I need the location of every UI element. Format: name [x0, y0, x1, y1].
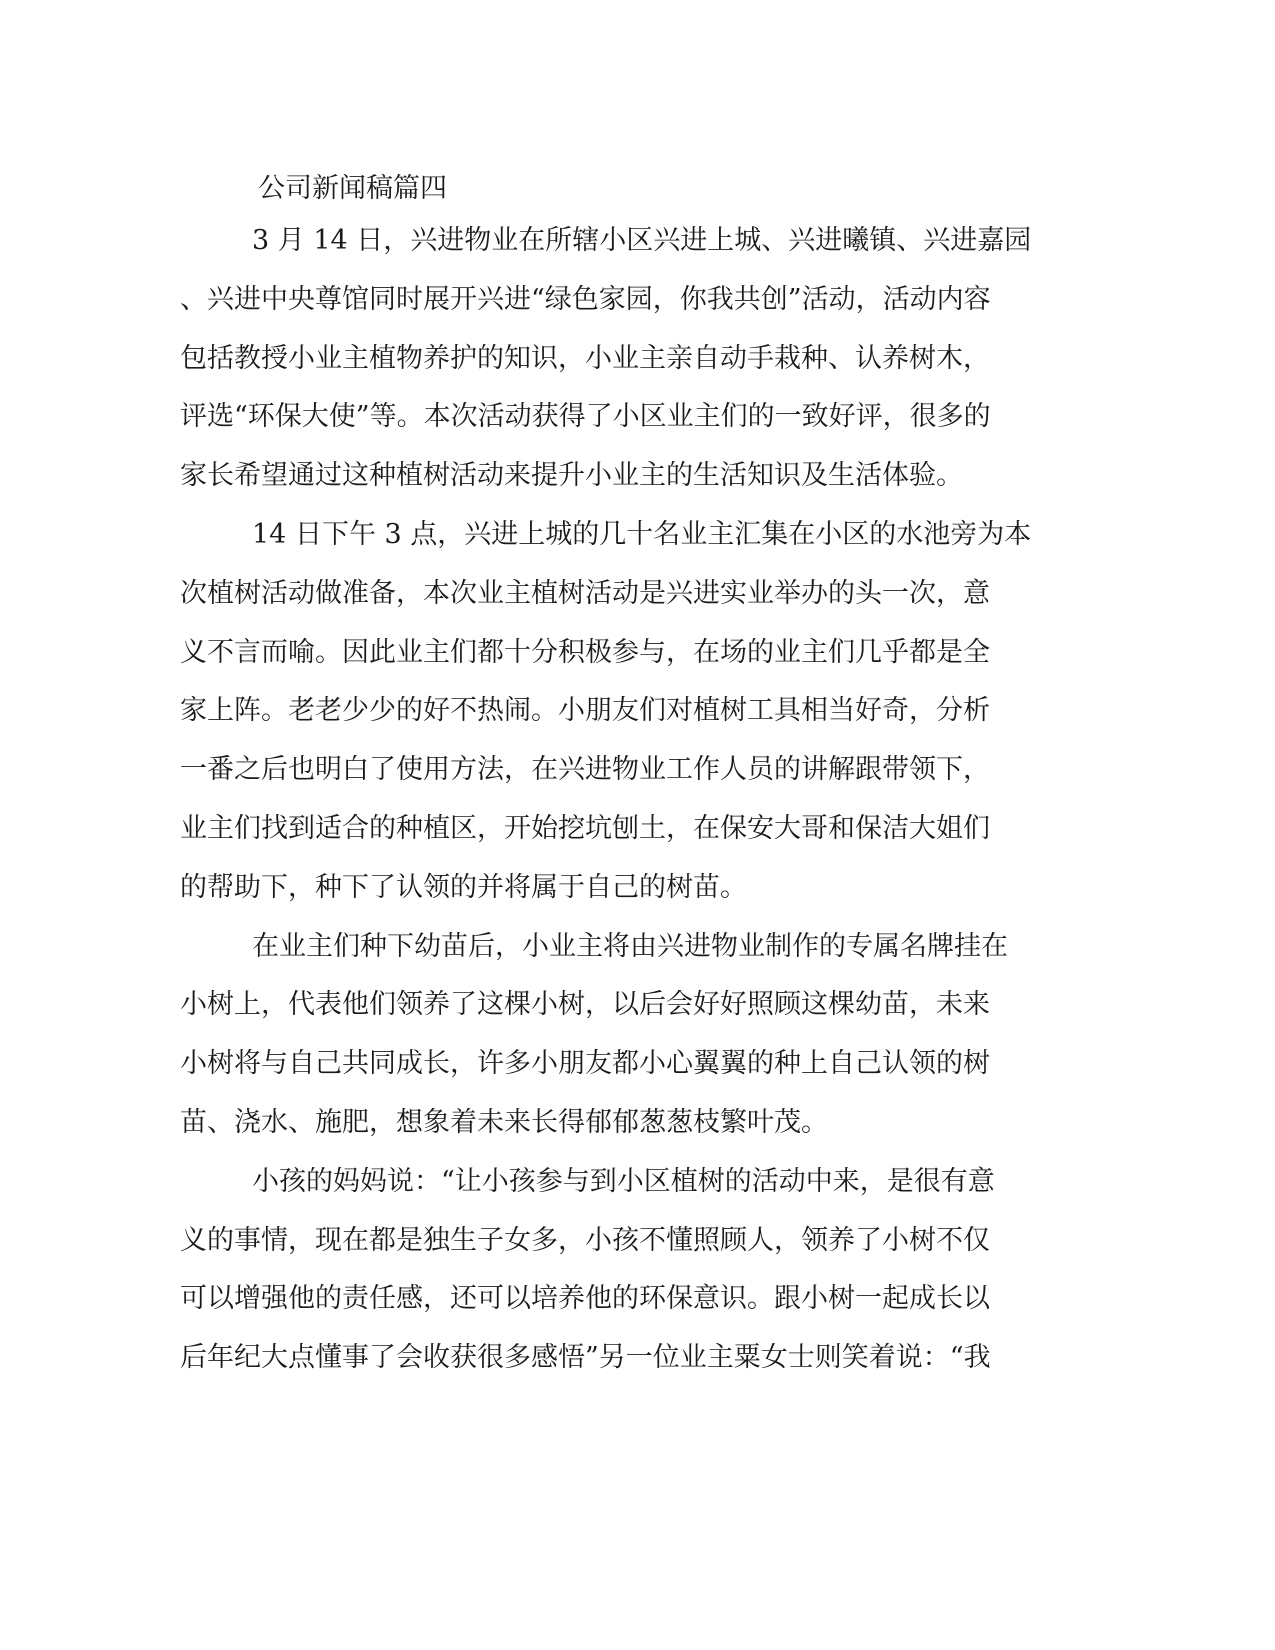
paragraph-line: 次植树活动做准备，本次业主植树活动是兴进实业举办的头一次，意: [180, 578, 990, 609]
paragraph-line: 家长希望通过这种植树活动来提升小业主的生活知识及生活体验。: [180, 460, 963, 491]
paragraph-line: 后年纪大点懂事了会收获很多感悟”另一位业主粟女士则笑着说：“我: [180, 1342, 991, 1373]
paragraph-line: 可以增强他的责任感，还可以培养他的环保意识。跟小树一起成长以: [180, 1283, 990, 1314]
paragraph-line: 14 日下午 3 点，兴进上城的几十名业主汇集在小区的水池旁为本: [252, 519, 1032, 550]
paragraph-line: 的帮助下，种下了认领的并将属于自己的树苗。: [180, 872, 747, 903]
paragraph-line: 一番之后也明白了使用方法，在兴进物业工作人员的讲解跟带领下，: [180, 754, 990, 785]
paragraph-line: 义不言而喻。因此业主们都十分积极参与，在场的业主们几乎都是全: [180, 637, 990, 668]
paragraph-line: 评选“环保大使”等。本次活动获得了小区业主们的一致好评，很多的: [180, 401, 991, 432]
paragraph-line: 小孩的妈妈说：“让小孩参与到小区植树的活动中来，是很有意: [252, 1166, 995, 1197]
paragraph-line: 家上阵。老老少少的好不热闹。小朋友们对植树工具相当好奇，分析: [180, 695, 990, 726]
paragraph-line: 义的事情，现在都是独生子女多，小孩不懂照顾人，领养了小树不仅: [180, 1225, 990, 1256]
paragraph-line: 包括教授小业主植物养护的知识，小业主亲自动手栽种、认养树木，: [180, 343, 990, 374]
paragraph-line: 苗、浇水、施肥，想象着未来长得郁郁葱葱枝繁叶茂。: [180, 1107, 828, 1138]
paragraph-line: 小树将与自己共同成长，许多小朋友都小心翼翼的种上自己认领的树: [180, 1048, 990, 1079]
paragraph-line: 、兴进中央尊馆同时展开兴进“绿色家园，你我共创”活动，活动内容: [180, 284, 991, 315]
document-title: 公司新闻稿篇四: [258, 173, 447, 204]
paragraph-line: 业主们找到适合的种植区，开始挖坑刨土，在保安大哥和保洁大姐们: [180, 813, 990, 844]
paragraph-line: 3 月 14 日，兴进物业在所辖小区兴进上城、兴进曦镇、兴进嘉园: [252, 225, 1032, 256]
paragraph-line: 小树上，代表他们领养了这棵小树，以后会好好照顾这棵幼苗，未来: [180, 989, 990, 1020]
paragraph-line: 在业主们种下幼苗后，小业主将由兴进物业制作的专属名牌挂在: [252, 931, 1008, 962]
